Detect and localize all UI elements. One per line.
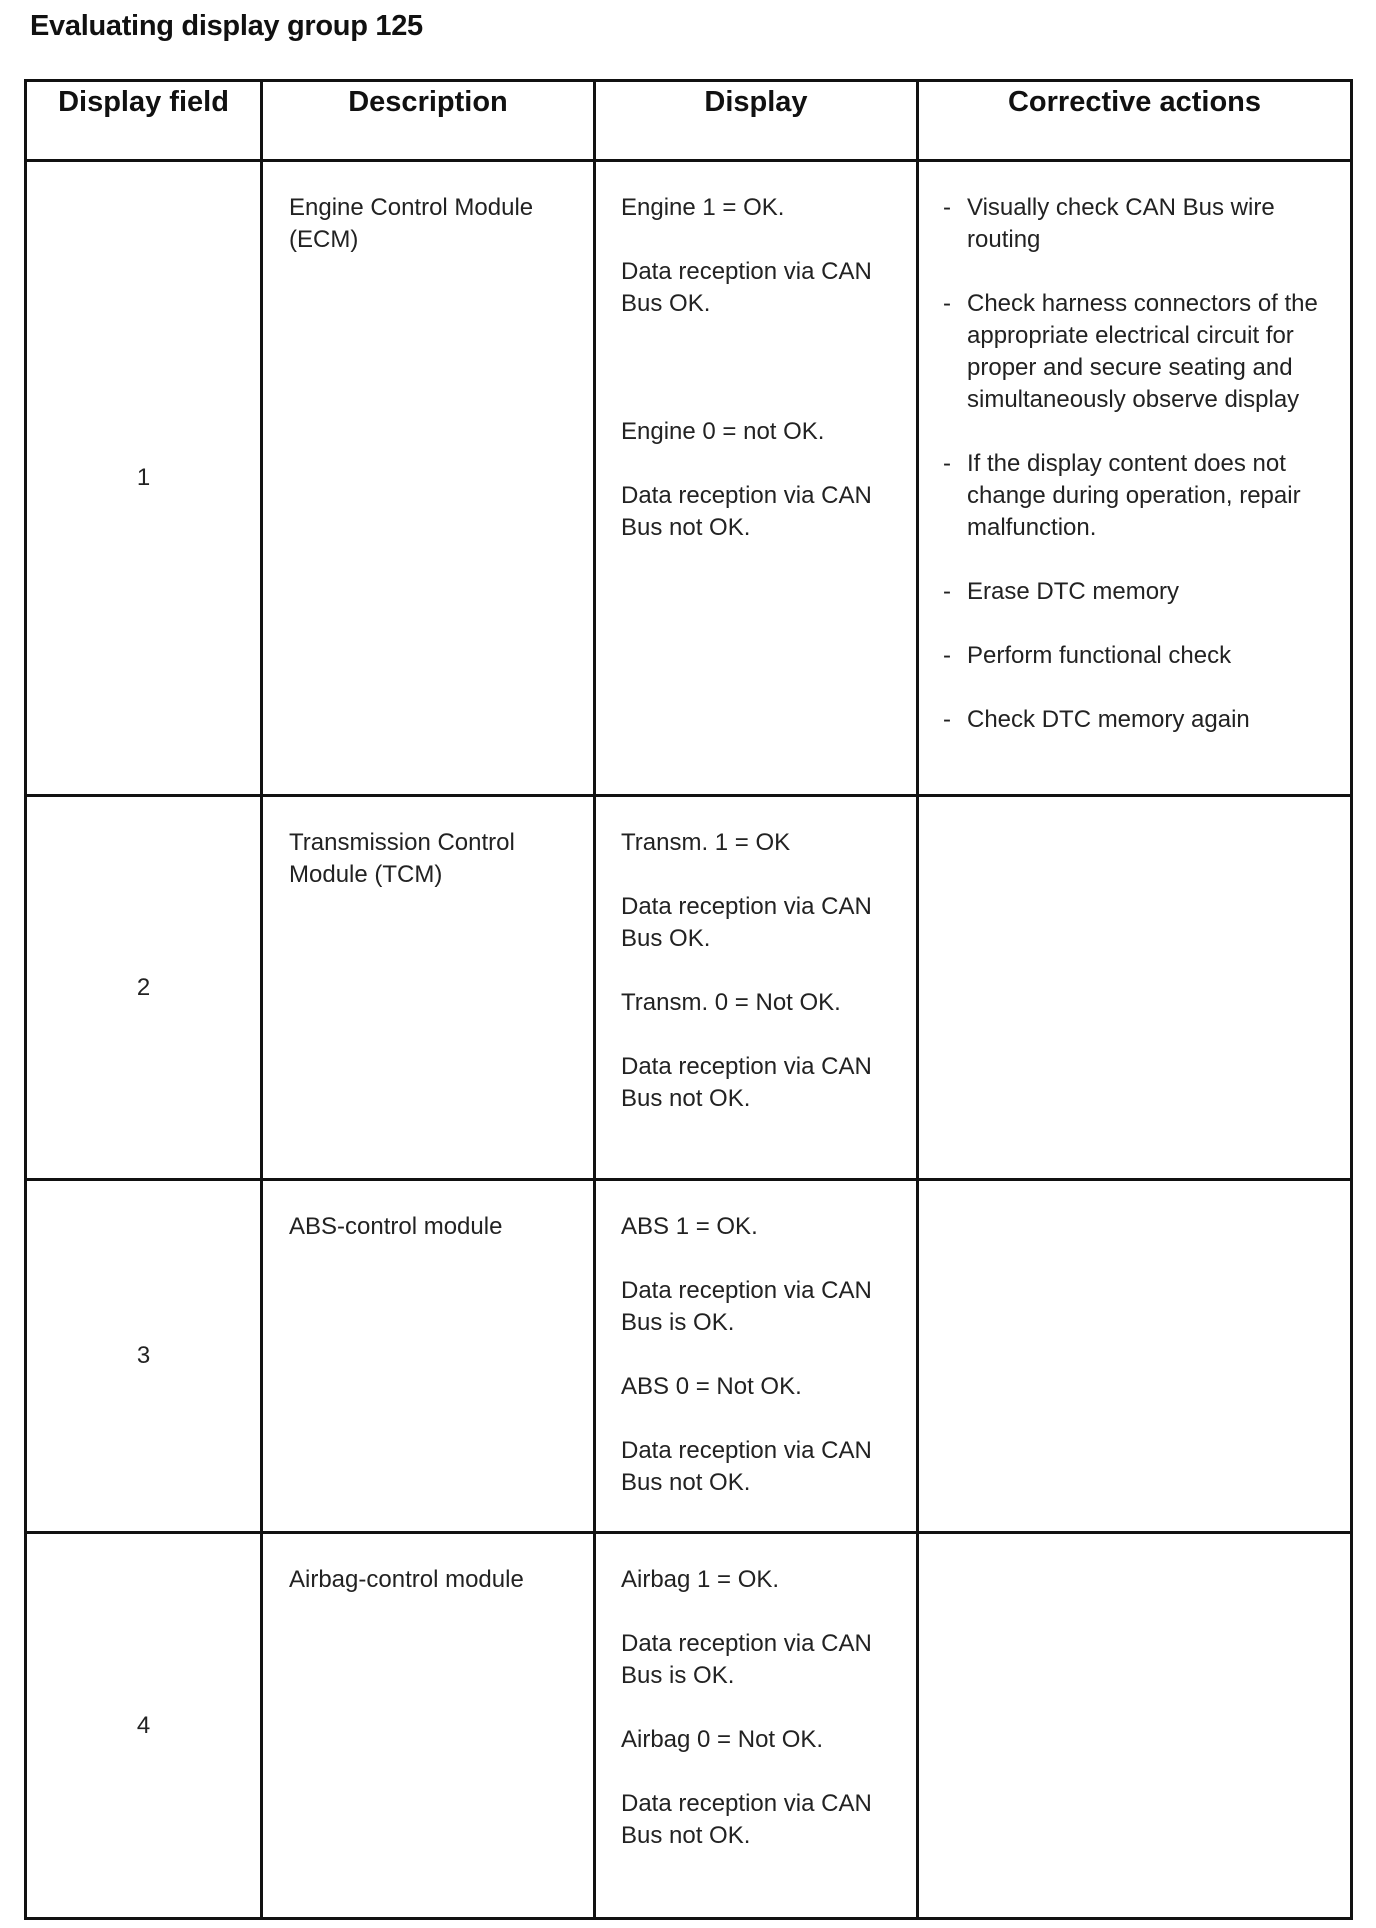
corrective-actions-cell — [918, 796, 1352, 1180]
action-item — [941, 640, 1334, 672]
action-item — [941, 576, 1334, 608]
display-text: Data reception via CAN Bus not OK. — [621, 482, 872, 541]
corrective-actions-list — [941, 192, 1334, 736]
display-text: Data reception via CAN Bus not OK. — [621, 1790, 872, 1849]
header-corrective-actions: Corrective actions — [918, 81, 1352, 161]
display-text: Transm. 1 = OK — [621, 829, 791, 856]
corrective-actions-cell — [918, 1180, 1352, 1533]
description-text: ABS-control module — [289, 1213, 503, 1240]
display-field-cell: 2 — [26, 796, 262, 1180]
display-field-cell: 1 — [26, 161, 262, 796]
description-text: Airbag-control module — [289, 1566, 524, 1593]
display-text: Data reception via CAN Bus OK. — [621, 893, 872, 952]
description-cell — [262, 161, 595, 796]
dash-bullet-icon: - — [943, 642, 951, 669]
dash-bullet-icon: - — [943, 578, 951, 605]
action-text: Check DTC memory again — [967, 706, 1250, 733]
header-description: Description — [262, 81, 595, 161]
display-text: Data reception via CAN Bus OK. — [621, 258, 872, 317]
table-row — [26, 1533, 1352, 1919]
header-display-field: Display field — [26, 81, 262, 161]
display-field-cell: 4 — [26, 1533, 262, 1919]
display-text: ABS 1 = OK. — [621, 1213, 758, 1240]
corrective-actions-cell — [918, 161, 1352, 796]
table-row — [26, 796, 1352, 1180]
description-text: Transmission Control Module (TCM) — [289, 829, 515, 888]
display-text: Data reception via CAN Bus is OK. — [621, 1630, 872, 1689]
action-text: Check harness connectors of the appropriate electrical circuit for proper and secure seating and simultaneously observe display — [967, 290, 1318, 413]
action-item — [941, 448, 1334, 544]
table-row — [26, 1180, 1352, 1533]
display-cell — [595, 796, 918, 1180]
display-text: ABS 0 = Not OK. — [621, 1373, 802, 1400]
display-text: Airbag 1 = OK. — [621, 1566, 780, 1593]
page-title: Evaluating display group 125 — [30, 10, 423, 42]
description-cell — [262, 1180, 595, 1533]
display-group-table — [24, 79, 1353, 1920]
description-cell — [262, 796, 595, 1180]
dash-bullet-icon: - — [943, 450, 951, 477]
action-text: Perform functional check — [967, 642, 1232, 669]
action-text: Visually check CAN Bus wire routing — [967, 194, 1275, 253]
dash-bullet-icon: - — [943, 706, 951, 733]
description-text: Engine Control Module (ECM) — [289, 194, 534, 253]
dash-bullet-icon: - — [943, 194, 951, 221]
display-text: Airbag 0 = Not OK. — [621, 1726, 824, 1753]
display-cell — [595, 1533, 918, 1919]
display-text: Data reception via CAN Bus is OK. — [621, 1277, 872, 1336]
action-item — [941, 704, 1334, 736]
display-cell — [595, 161, 918, 796]
display-cell — [595, 1180, 918, 1533]
action-text: If the display content does not change during operation, repair malfunction. — [967, 450, 1301, 541]
action-text: Erase DTC memory — [967, 578, 1180, 605]
display-text: Transm. 0 = Not OK. — [621, 989, 841, 1016]
table-header-row — [26, 81, 1352, 161]
header-display: Display — [595, 81, 918, 161]
description-cell — [262, 1533, 595, 1919]
display-text: Data reception via CAN Bus not OK. — [621, 1437, 872, 1496]
display-field-cell: 3 — [26, 1180, 262, 1533]
action-item — [941, 192, 1334, 256]
action-item — [941, 288, 1334, 416]
display-text: Data reception via CAN Bus not OK. — [621, 1053, 872, 1112]
corrective-actions-cell — [918, 1533, 1352, 1919]
dash-bullet-icon: - — [943, 290, 951, 317]
display-text: Engine 0 = not OK. — [621, 418, 825, 445]
display-text: Engine 1 = OK. — [621, 194, 785, 221]
table-row — [26, 161, 1352, 796]
